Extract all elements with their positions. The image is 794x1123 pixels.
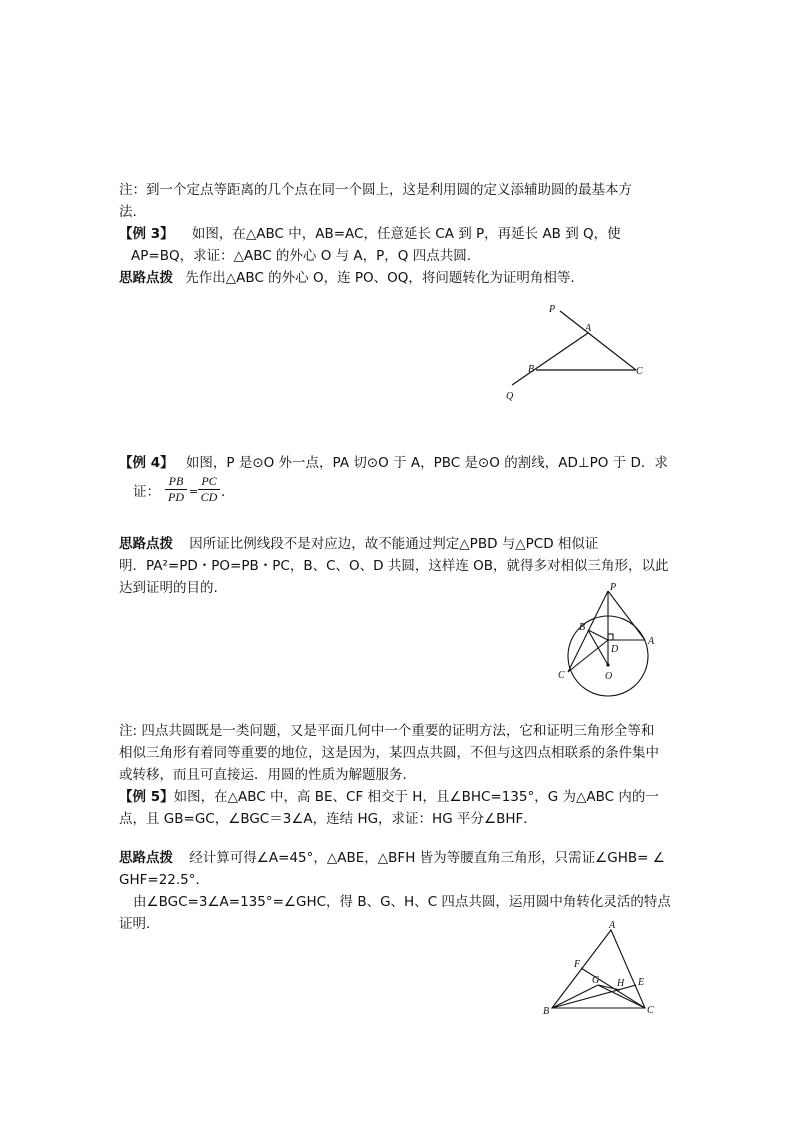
ex3-text1: 如图，在△ABC 中，AB=AC，任意延长 CA 到 P，再延长 AB 到 Q，使 <box>191 226 621 242</box>
ex5-hint-line4: 证明. <box>119 916 151 932</box>
ex4-label-d: D <box>611 644 619 655</box>
ex4-label-a: A <box>648 636 655 647</box>
ex4-hint-text1: 因所证比例线段不是对应边，故不能通过判定△PBD 与△PCD 相似证 <box>189 536 599 552</box>
ex5-tag: 【例 5】 <box>119 789 174 805</box>
ex4-frac2-num: PC <box>201 474 217 488</box>
ex5-label-b: B <box>543 1006 550 1017</box>
ex5-line-bg <box>552 985 598 1008</box>
ex4-frac2-den: CD <box>198 489 220 505</box>
ex3-tag: 【例 3】 <box>119 226 174 242</box>
ex4-hint-tag: 思路点拨 <box>119 536 173 552</box>
ex4-label-p: P <box>610 582 617 593</box>
ex3-hint-tag: 思路点拨 <box>119 270 173 286</box>
ex4-prove: 证： <box>133 484 160 500</box>
ex4-end: ． <box>221 484 235 500</box>
note2-line2: 相似三角形有着同等重要的地位，这是因为，某四点共圆，不但与这四点相联系的条件集中 <box>119 745 659 761</box>
ex3-label-a: A <box>585 323 592 334</box>
ex5-label-e: E <box>638 977 645 988</box>
ex4-tag: 【例 4】 <box>119 455 174 471</box>
note1-line1: 注：到一个定点等距离的几个点在同一个圆上，这是利用圆的定义添辅助圆的最基本方 <box>119 182 632 198</box>
ex4-frac1-den: PD <box>165 489 187 505</box>
ex5-label-g: G <box>592 975 600 986</box>
ex4-equals: = <box>189 485 199 498</box>
ex3-label-q: Q <box>506 391 514 402</box>
ex3-label-c: C <box>636 366 643 377</box>
ex4-hint-line2: 明．PA²=PD・PO=PB・PC，B、C、O、D 共圆，这样连 OB，就得多对相似三角形，以此 <box>119 558 669 574</box>
ex5-line2: 点，且 GB=GC，∠BGC＝3∠A，连结 HG，求证：HG 平分∠BHF． <box>119 811 537 827</box>
ex4-label-b: B <box>579 622 586 633</box>
note1-line2: 法. <box>119 204 137 220</box>
ex5-hint-line2: GHF=22.5°． <box>119 872 209 888</box>
ex3-hint-text: 先作出△ABC 的外心 O，连 PO、OQ，将问题转化为证明角相等. <box>185 270 575 286</box>
ex3-line2: AP=BQ，求证：△ABC 的外心 O 与 A，P，Q 四点共圆. <box>131 248 472 264</box>
ex3-label-p: P <box>549 304 556 315</box>
ex5-triangle-abc <box>552 930 645 1008</box>
ex4-text1: 如图，P 是⊙O 外一点，PA 切⊙O 于 A，PBC 是⊙O 的割线，AD⊥PO 于 D．求 <box>185 455 668 471</box>
ex4-label-o: O <box>605 671 613 682</box>
ex4-frac1-num: PB <box>168 474 184 488</box>
note2-line3: 或转移，而且可直接运．用圆的性质为解题服务. <box>119 767 407 783</box>
ex3-label-b: B <box>528 364 535 375</box>
ex5-label-h: H <box>617 978 625 989</box>
ex5-hint-line3: 由∠BGC=3∠A=135°=∠GHC，得 B、G、H、C 四点共圆，运用圆中角转化灵活的特点 <box>133 894 671 910</box>
ex5-hint-tag: 思路点拨 <box>119 850 173 866</box>
ex5-hint-text1: 经计算可得∠A=45°，△ABE，△BFH 皆为等腰直角三角形，只需证∠GHB= ∠ <box>189 850 665 866</box>
ex5-label-f: F <box>574 959 581 970</box>
note2-line1: 注: 四点共圆既是一类问题，又是平面几何中一个重要的证明方法，它和证明三角形全等和 <box>119 723 655 739</box>
ex4-hint-line3: 达到证明的目的. <box>119 580 218 596</box>
ex5-text1: 如图，在△ABC 中，高 BE、CF 相交于 H，且∠BHC=135°，G 为△ABC 内的一 <box>173 789 659 805</box>
ex5-label-c: C <box>647 1005 654 1016</box>
ex5-label-a: A <box>609 920 616 931</box>
ex4-label-c: C <box>558 670 565 681</box>
